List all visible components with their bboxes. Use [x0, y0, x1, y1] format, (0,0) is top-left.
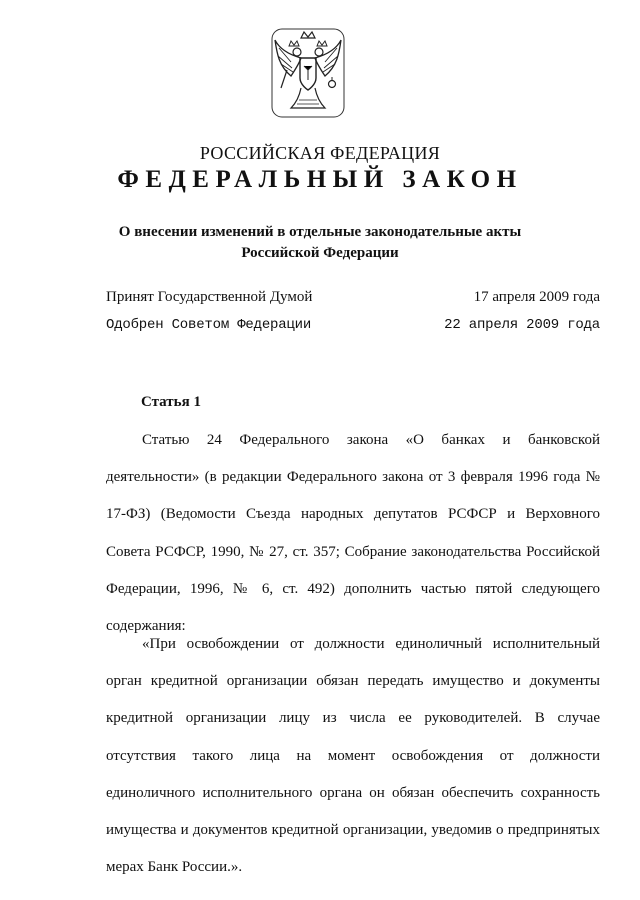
article-paragraph-2: «При освобождении от должности единоличный исполнительный орган кредитной организации обязан передать имущество и документы кредитной организации лицу из числа ее руководителей. В случае отсутствия такого лица на момент освобождения от должности единоличного исполнительного органа он обязан обеспечить сохранность имущества и документов кредитной организации, уведомив о предпринятых мерах Банк России.».	[106, 636, 600, 876]
article-paragraph-1: Статью 24 Федерального закона «О банках и банковской деятельности» (в редакции Федерального закона от 3 февраля 1996 года № 17-ФЗ) (Ведомости Съезда народных депутатов РСФСР и Верховного Совета РСФСР, 1990, № 27, ст. 357; Собрание законодательства Российской Федерации, 1996, № 6, ст. 492) дополнить частью пятой следующего содержания:	[106, 432, 600, 635]
law-title-line-2: Российской Федерации	[241, 245, 399, 261]
article-heading: Статья 1	[141, 394, 201, 410]
adoption-label: Принят Государственной Думой	[106, 289, 313, 305]
coat-of-arms-icon	[271, 28, 345, 118]
country-heading: РОССИЙСКАЯ ФЕДЕРАЦИЯ	[199, 143, 441, 163]
law-title	[80, 222, 560, 264]
law-title-line-1: О внесении изменений в отдельные законодательные акты	[118, 224, 522, 240]
adoption-date: 17 апреля 2009 года	[473, 289, 600, 305]
document-type-heading: ФЕДЕРАЛЬНЫЙ ЗАКОН	[117, 166, 523, 193]
approval-date: 22 апреля 2009 года	[444, 317, 600, 333]
approval-label: Одобрен Советом Федерации	[106, 317, 312, 333]
